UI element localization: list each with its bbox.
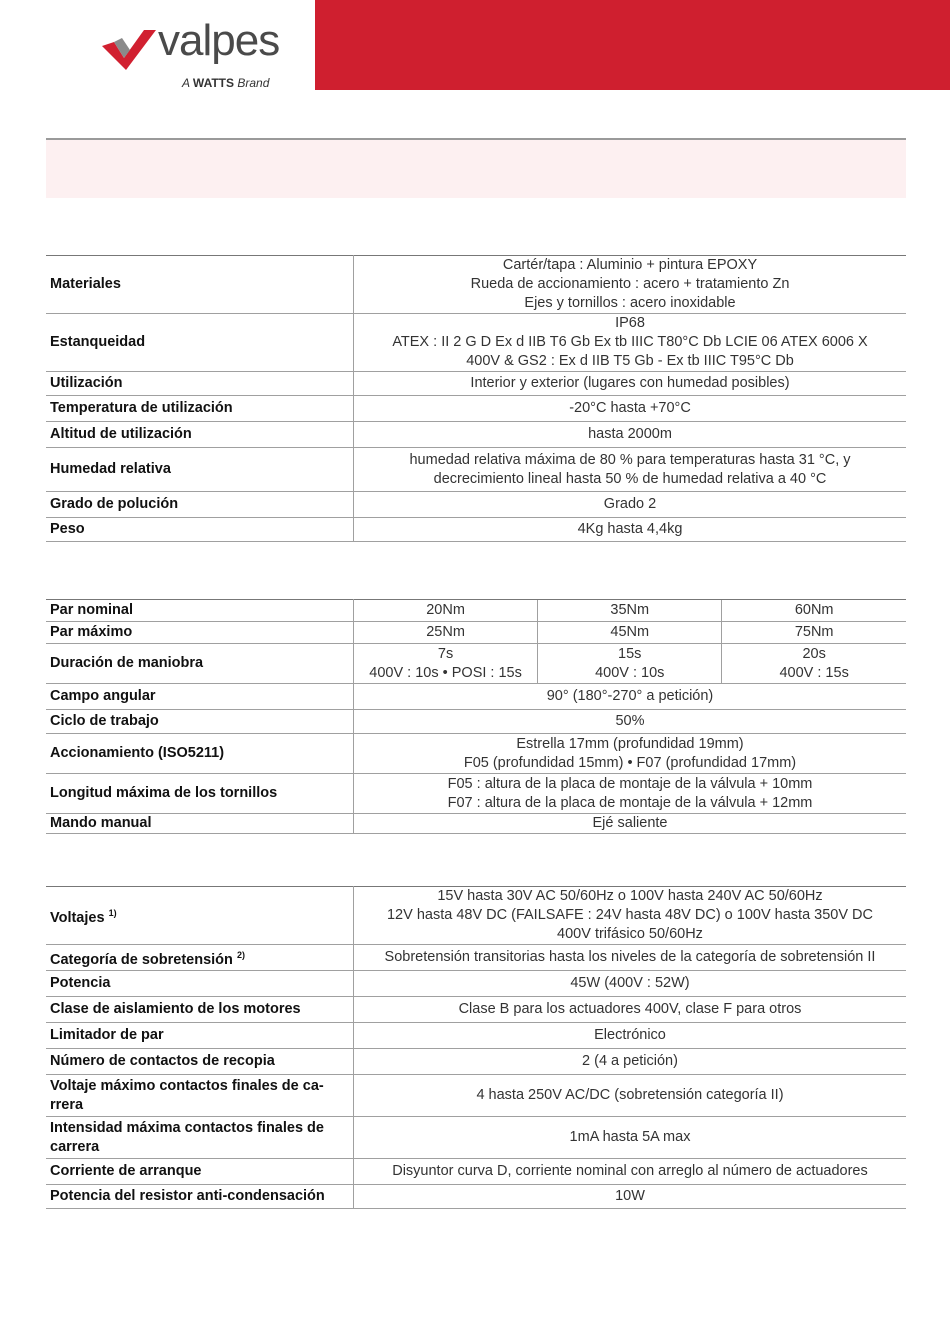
spec-label: Campo angular (46, 684, 354, 710)
spec-label: Accionamiento (ISO5211) (46, 734, 354, 774)
spec-label: Estanqueidad (46, 314, 354, 372)
spec-label: Ciclo de trabajo (46, 710, 354, 734)
table-row (46, 622, 906, 644)
table-row (46, 256, 906, 314)
spec-value: 45Nm (538, 622, 722, 644)
spec-label: Duración de maniobra (46, 644, 354, 684)
spec-value: Interior y exterior (lugares con humedad posibles) (354, 372, 907, 396)
table-row (46, 448, 906, 492)
spec-label: Par máximo (46, 622, 354, 644)
spec-value: 50% (354, 710, 907, 734)
spec-label: Grado de polución (46, 492, 354, 518)
spec-label: Temperatura de utilización (46, 396, 354, 422)
spec-label: Número de contactos de recopia (46, 1049, 354, 1075)
spec-value: 75Nm (722, 622, 906, 644)
spec-value: 20s 400V : 15s (722, 644, 906, 684)
table-row (46, 1159, 906, 1185)
table-row (46, 1023, 906, 1049)
spec-value: Sobretensión transitorias hasta los niveles de la categoría de sobretensión II (354, 945, 907, 971)
spec-value: Clase B para los actuadores 400V, clase F para otros (354, 997, 907, 1023)
spec-value: Cartér/tapa : Aluminio + pintura EPOXY Rueda de accionamiento : acero + tratamiento Zn Ejes y tornillos : acero inoxidable (354, 256, 907, 314)
spec-label: Par nominal (46, 600, 354, 622)
spec-value: humedad relativa máxima de 80 % para temperaturas hasta 31 °C, y decrecimiento lineal hasta 50 % de humedad relativa a 40 °C (354, 448, 907, 492)
spec-label: Humedad relativa (46, 448, 354, 492)
spec-value: 4 hasta 250V AC/DC (sobretensión categoría II) (354, 1075, 907, 1117)
footnote-marker: 1) (108, 907, 117, 918)
table-row (46, 710, 906, 734)
spec-value: 4Kg hasta 4,4kg (354, 518, 907, 542)
spec-value: Electrónico (354, 1023, 907, 1049)
spec-label: Utilización (46, 372, 354, 396)
spec-value: Estrella 17mm (profundidad 19mm) F05 (profundidad 15mm) • F07 (profundidad 17mm) (354, 734, 907, 774)
brand-name: valpes (158, 16, 280, 65)
spec-label: Potencia (46, 971, 354, 997)
spec-value: 25Nm (354, 622, 538, 644)
table-row (46, 814, 906, 834)
spec-label: Clase de aislamiento de los motores (46, 997, 354, 1023)
table-row (46, 644, 906, 684)
table-row (46, 422, 906, 448)
spec-value: Grado 2 (354, 492, 907, 518)
table-row (46, 971, 906, 997)
spec-label: Potencia del resistor anti-condensación (46, 1185, 354, 1209)
valpes-logo (100, 18, 300, 98)
spec-value: 2 (4 a petición) (354, 1049, 907, 1075)
spec-label: Corriente de arranque (46, 1159, 354, 1185)
valpes-chevron-icon (100, 24, 160, 74)
mechanical-specs-table (46, 599, 906, 834)
table-row (46, 372, 906, 396)
spec-label: Longitud máxima de los tornillos (46, 774, 354, 814)
table-row (46, 684, 906, 710)
table-row (46, 492, 906, 518)
spec-value: 1mA hasta 5A max (354, 1117, 907, 1159)
spec-value: 20Nm (354, 600, 538, 622)
table-row (46, 1049, 906, 1075)
spec-value: 15s 400V : 10s (538, 644, 722, 684)
table-row (46, 774, 906, 814)
header-red-bar (315, 0, 950, 90)
spec-value: 7s 400V : 10s • POSI : 15s (354, 644, 538, 684)
table-row (46, 1117, 906, 1159)
spec-value: 90° (180°-270° a petición) (354, 684, 907, 710)
spec-value: 60Nm (722, 600, 906, 622)
spec-label: Peso (46, 518, 354, 542)
table-row (46, 600, 906, 622)
table-row (46, 887, 906, 945)
spec-value: IP68 ATEX : II 2 G D Ex d IIB T6 Gb Ex tb IIIC T80°C Db LCIE 06 ATEX 6006 X 400V & GS2 : Ex d IIB T5 Gb - Ex tb IIIC T95°C Db (354, 314, 907, 372)
table-row (46, 396, 906, 422)
spec-label: Altitud de utilización (46, 422, 354, 448)
spec-label: Mando manual (46, 814, 354, 834)
table-row (46, 314, 906, 372)
electrical-specs-table (46, 886, 906, 1209)
spec-value: Disyuntor curva D, corriente nominal con arreglo al número de actuadores (354, 1159, 907, 1185)
title-banner (46, 138, 906, 198)
spec-label: Categoría de sobretensión $^{2)}$ (46, 945, 354, 971)
spec-label: Voltaje máximo contactos finales de ca-rrera (46, 1075, 354, 1117)
spec-value: F05 : altura de la placa de montaje de la válvula + 10mm F07 : altura de la placa de montaje de la válvula + 12mm (354, 774, 907, 814)
spec-label: Limitador de par (46, 1023, 354, 1049)
spec-label: Voltajes $^{1)}$ (46, 887, 354, 945)
spec-value: Ejé saliente (354, 814, 907, 834)
spec-value: 10W (354, 1185, 907, 1209)
spec-value: 15V hasta 30V AC 50/60Hz o 100V hasta 240V AC 50/60Hz 12V hasta 48V DC (FAILSAFE : 24V hasta 48V DC) o 100V hasta 350V DC 400V trifásico 50/60Hz (354, 887, 907, 945)
spec-value: 35Nm (538, 600, 722, 622)
spec-label: Materiales (46, 256, 354, 314)
brand-tagline: A WATTS Brand (182, 76, 270, 90)
table-row (46, 734, 906, 774)
table-row (46, 945, 906, 971)
general-specs-table (46, 255, 906, 542)
spec-value: hasta 2000m (354, 422, 907, 448)
spec-value: 45W (400V : 52W) (354, 971, 907, 997)
footnote-marker: 2) (236, 949, 245, 960)
table-row (46, 1185, 906, 1209)
table-row (46, 1075, 906, 1117)
spec-value: -20°C hasta +70°C (354, 396, 907, 422)
spec-label: Intensidad máxima contactos finales de carrera (46, 1117, 354, 1159)
table-row (46, 997, 906, 1023)
table-row (46, 518, 906, 542)
